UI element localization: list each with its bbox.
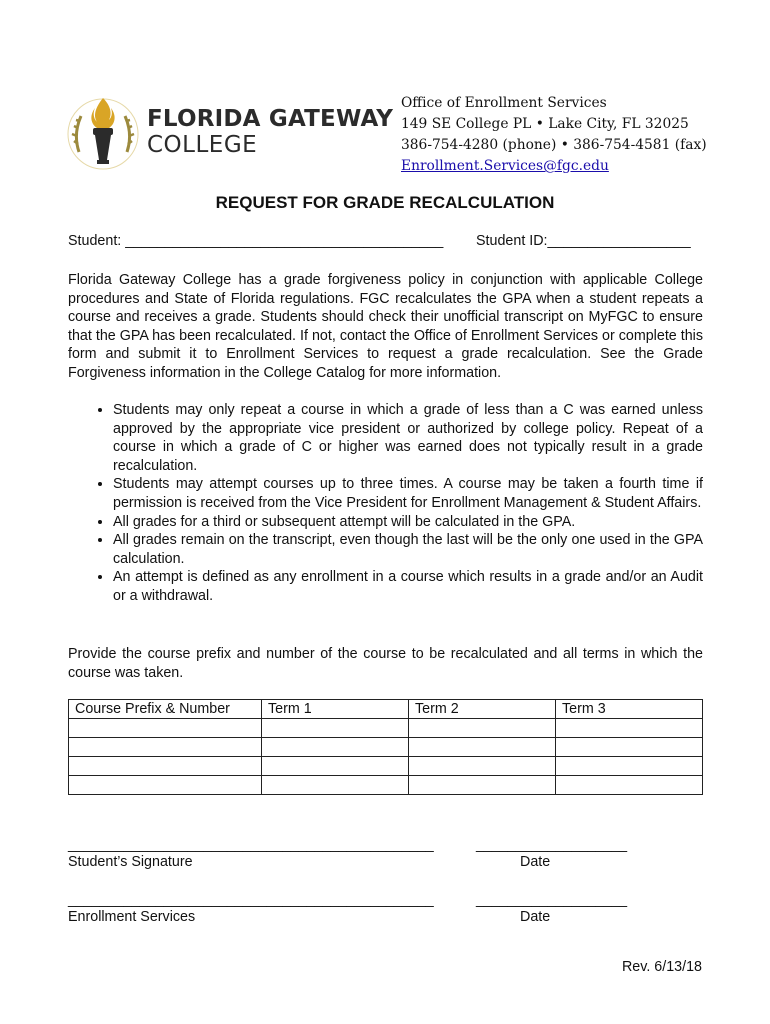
torch-emblem-icon: [67, 94, 139, 174]
column-header: Course Prefix & Number: [69, 700, 262, 719]
table-header-row: [69, 700, 703, 719]
student-id-field[interactable]: Student ID:__________________: [476, 233, 691, 249]
logo-line-1: FLORIDA GATEWAY: [147, 106, 394, 132]
office-contact-block: [401, 93, 707, 177]
table-row: [69, 719, 703, 738]
column-header: Term 3: [556, 700, 703, 719]
page-title: REQUEST FOR GRADE RECALCULATION: [215, 193, 555, 212]
table-row: [69, 776, 703, 795]
table-cell[interactable]: [556, 719, 703, 738]
enrollment-date-line[interactable]: ___________________: [476, 892, 628, 908]
student-name-field[interactable]: Student: ________________________________________: [68, 233, 444, 249]
table-cell[interactable]: [262, 757, 409, 776]
logo-wordmark: [147, 106, 393, 158]
logo-line-2: COLLEGE: [147, 132, 258, 158]
enrollment-services-label: Enrollment Services: [68, 909, 196, 925]
table-cell[interactable]: [556, 738, 703, 757]
course-terms-table: [68, 699, 703, 795]
table-cell[interactable]: [262, 738, 409, 757]
table-cell[interactable]: [556, 757, 703, 776]
table-cell[interactable]: [409, 719, 556, 738]
table-cell[interactable]: [556, 776, 703, 795]
enrollment-signature-line[interactable]: ______________________________________________: [68, 892, 434, 908]
student-signature-line[interactable]: ______________________________________________: [68, 837, 434, 853]
enrollment-date-label: Date: [520, 909, 551, 925]
table-row: [69, 757, 703, 776]
table-cell[interactable]: [262, 719, 409, 738]
student-date-label: Date: [520, 854, 551, 870]
intro-paragraph: Florida Gateway College has a grade forgiveness policy in conjunction with applicable College procedures and State of Florida regulations. FGC recalculates the GPA when a student repeats a course and receives a grade. Students should check their unofficial transcript on MyFGC to ensure that the GPA has been recalculated. If not, contact the Office of Enrollment Services or complete this form and submit it to Enrollment Services to request a grade recalculation. See the Grade Forgiveness information in the College Catalog for more information.: [68, 272, 703, 381]
table-cell[interactable]: [69, 738, 262, 757]
column-header: Term 1: [262, 700, 409, 719]
list-item: • All grades remain on the transcript, even though the last will be the only one used in the GPA calculation.: [113, 531, 703, 568]
revision-date: Rev. 6/13/18: [621, 959, 702, 975]
table-row: [69, 738, 703, 757]
rules-list: [68, 401, 703, 606]
list-item: • All grades for a third or subsequent attempt will be calculated in the GPA.: [113, 513, 703, 532]
office-address: 149 SE College PL • Lake City, FL 32025: [401, 116, 689, 132]
office-name: Office of Enrollment Services: [401, 95, 607, 111]
table-cell[interactable]: [69, 776, 262, 795]
table-cell[interactable]: [262, 776, 409, 795]
office-phone-fax: 386-754-4280 (phone) • 386-754-4581 (fax): [401, 137, 707, 153]
student-signature-label: Student’s Signature: [68, 854, 193, 870]
column-header: Term 2: [409, 700, 556, 719]
table-cell[interactable]: [409, 738, 556, 757]
office-email-link[interactable]: Enrollment.Services@fgc.edu: [401, 158, 609, 174]
college-logo: [67, 94, 392, 174]
student-date-line[interactable]: ___________________: [476, 837, 628, 853]
table-cell[interactable]: [409, 776, 556, 795]
instructions-paragraph: Provide the course prefix and number of the course to be recalculated and all terms in which the course was taken.: [68, 646, 703, 681]
table-cell[interactable]: [409, 757, 556, 776]
list-item: • Students may only repeat a course in which a grade of less than a C was earned unless approved by the appropriate vice president or authorized by college policy. Repeat of a course in which a grade of C or higher was earned does not typically result in a grade recalculation.: [113, 401, 703, 475]
table-cell[interactable]: [69, 719, 262, 738]
list-item: • Students may attempt courses up to three times. A course may be taken a fourth time if permission is received from the Vice President for Enrollment Management & Student Affairs.: [113, 475, 703, 512]
table-cell[interactable]: [69, 757, 262, 776]
list-item: • An attempt is defined as any enrollment in a course which results in a grade and/or an Audit or a withdrawal.: [113, 568, 703, 605]
